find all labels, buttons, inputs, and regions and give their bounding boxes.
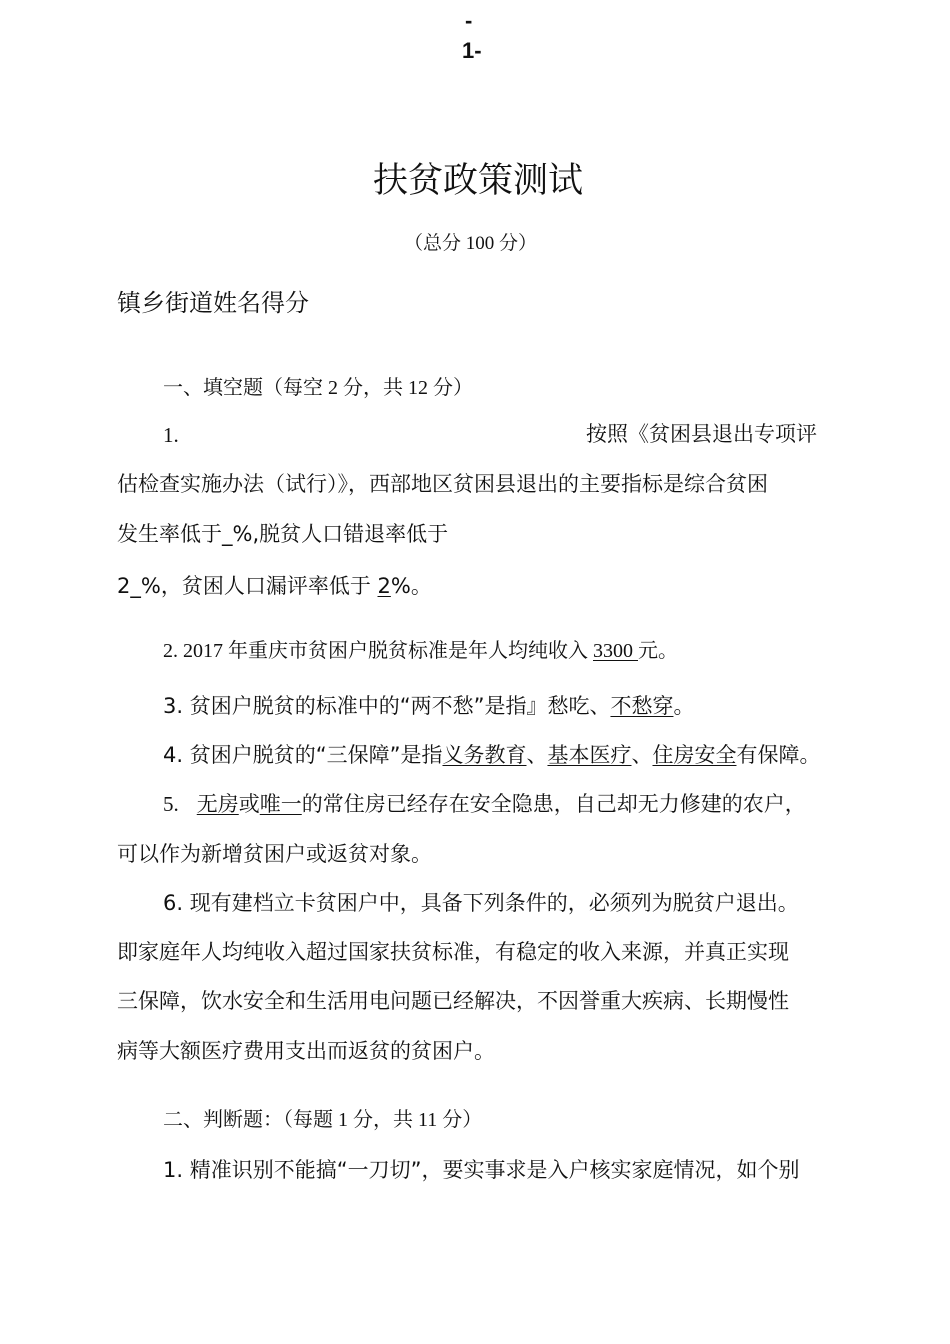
q5-number: 5.	[163, 792, 179, 816]
q4-answer-2: 基本医疗	[547, 743, 632, 767]
q4-sep-1: 、	[526, 743, 548, 767]
q6-line3: 三保障，饮水安全和生活用电问题已经解决，不因誉重大疾病、长期慢性	[117, 989, 789, 1013]
q5-line2: 可以作为新增贫困户或返贫对象。	[117, 842, 432, 866]
q4-tail: 有保障。	[736, 743, 821, 767]
section2-question-1: 1. 精准识别不能搞“一刀切”，要实事求是入户核实家庭情况，如个别	[163, 1158, 800, 1182]
q1-line2: 估检查实施办法（试行）》，西部地区贫困县退出的主要指标是综合贫困	[117, 472, 768, 496]
q1-line1: 按照《贫困县退出专项评	[586, 422, 817, 446]
q4-text: 4. 贫困户脱贫的“三保障”是指	[163, 743, 443, 767]
document-title: 扶贫政策测试	[373, 161, 584, 201]
q3-text: 3. 贫困户脱贫的标准中的“两不愁”是指』愁吃、	[163, 694, 611, 718]
page-number: 1-	[462, 38, 482, 63]
document-subtitle: （总分 100 分）	[404, 233, 538, 254]
question-3	[163, 694, 694, 718]
q1-line4-tail: %。	[390, 574, 432, 598]
q1-answer: 2	[377, 574, 391, 598]
q4-sep-2: 、	[631, 743, 653, 767]
q5-line1-tail: 的常住房已经存在安全隐患，自己却无力修建的农户，	[301, 792, 806, 816]
header-dash: -	[465, 8, 473, 33]
q2-text: 2. 2017 年重庆市贫困户脱贫标准是年人均纯收入	[163, 640, 593, 662]
q4-answer-3: 住房安全	[652, 743, 737, 767]
info-line: 镇乡街道姓名得分	[117, 289, 309, 317]
q1-line3: 发生率低于_%,脱贫人口错退率低于	[117, 522, 449, 546]
q2-answer: 3300	[593, 640, 638, 662]
question-4	[163, 743, 820, 767]
q1-line4	[117, 574, 432, 598]
q5-line1	[163, 792, 806, 816]
section2-heading: 二、判断题：（每题 1 分，共 11 分）	[163, 1109, 483, 1131]
q3-tail: 。	[673, 694, 695, 718]
q1-number: 1.	[163, 423, 179, 447]
section1-heading: 一、填空题（每空 2 分，共 12 分）	[163, 377, 473, 399]
q5-mid: 或	[238, 792, 260, 816]
q5-answer-1: 无房	[196, 792, 239, 816]
q4-answer-1: 义务教育	[442, 743, 527, 767]
q5-answer-2: 唯一	[259, 792, 302, 816]
q6-line2: 即家庭年人均纯收入超过国家扶贫标准，有稳定的收入来源，并真正实现	[117, 940, 789, 964]
q6-line4: 病等大额医疗费用支出而返贫的贫困户。	[117, 1039, 495, 1063]
q6-line1: 6. 现有建档立卡贫困户中，具备下列条件的，必须列为脱贫户退出。	[163, 891, 799, 915]
q2-tail: 元。	[638, 640, 678, 662]
q3-answer: 不愁穿	[610, 694, 674, 718]
q1-line4-text: 2_%，贫困人口漏评率低于	[117, 574, 378, 598]
question-2	[163, 639, 678, 663]
